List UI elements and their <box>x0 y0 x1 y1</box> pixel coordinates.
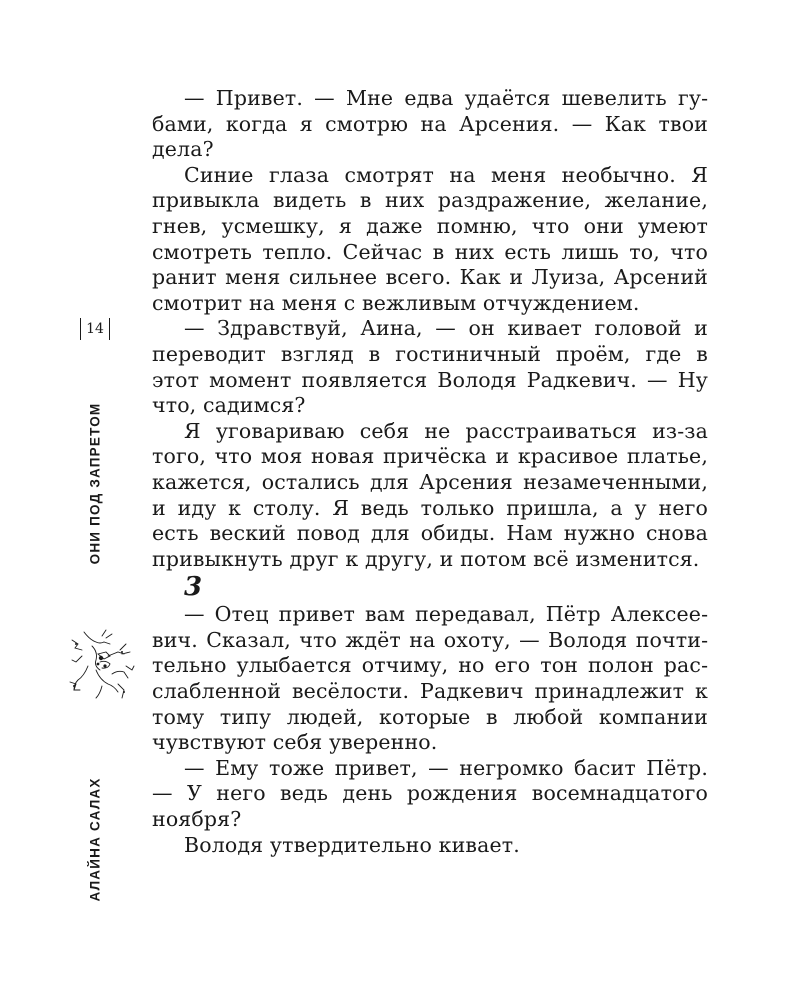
paragraph: Володя утвердительно кивает. <box>184 832 520 857</box>
chapter-heading: 3 <box>184 572 203 603</box>
paragraph: — Отец привет вам передавал, Пётр Алексеевич. Сказал, что ждёт на охоту, — Володя почтительно улыбается отчиму, но его тон полон расслабленной весёлости. Радкевич принадлежит к тому типу людей, которые в любой компании чувствуют себя уверенно. <box>152 602 708 755</box>
floral-sketch-icon <box>62 626 140 706</box>
paragraph: — Привет. — Мне едва удаётся шевелить губами, когда я смотрю на Арсения. — Как твои дела? <box>152 86 708 162</box>
author-name: АЛАЙНА САЛАХ <box>87 776 103 902</box>
paragraph: — Ему тоже привет, — негромко басит Пётр. — У него ведь день рождения восемнадцатого ноября? <box>152 755 708 832</box>
paragraph: Я уговариваю себя не расстраиваться из-за того, что моя новая причёска и красивое платье, кажется, остались для Арсения незамеченными, и иду к столу. Я ведь только пришла, а у него есть веский повод для обиды. Нам нужно снова привыкнуть друг к другу, и потом всё изменится. <box>152 418 708 571</box>
running-head-book <box>80 352 110 614</box>
page-number <box>80 318 110 340</box>
paragraph: — Здравствуй, Аина, — он кивает головой и переводит взгляд в гостиничный проём, где в этот момент появляется Володя Радкевич. — Ну что, садимся? <box>152 316 708 418</box>
running-head-author <box>80 738 110 940</box>
page-number-text: 14 <box>86 321 104 337</box>
paragraph: Синие глаза смотрят на меня необычно. Я привыкла видеть в них раздражение, желание, гнев, усмешку, я даже помню, что они умеют смотреть тепло. Сейчас в них есть лишь то, что ранит меня сильнее всего. Как и Луиза, Арсений смотрит на меня с вежливым отчуждением. <box>152 162 708 315</box>
text-column <box>152 86 708 858</box>
book-title: ОНИ ПОД ЗАПРЕТОМ <box>87 402 103 564</box>
